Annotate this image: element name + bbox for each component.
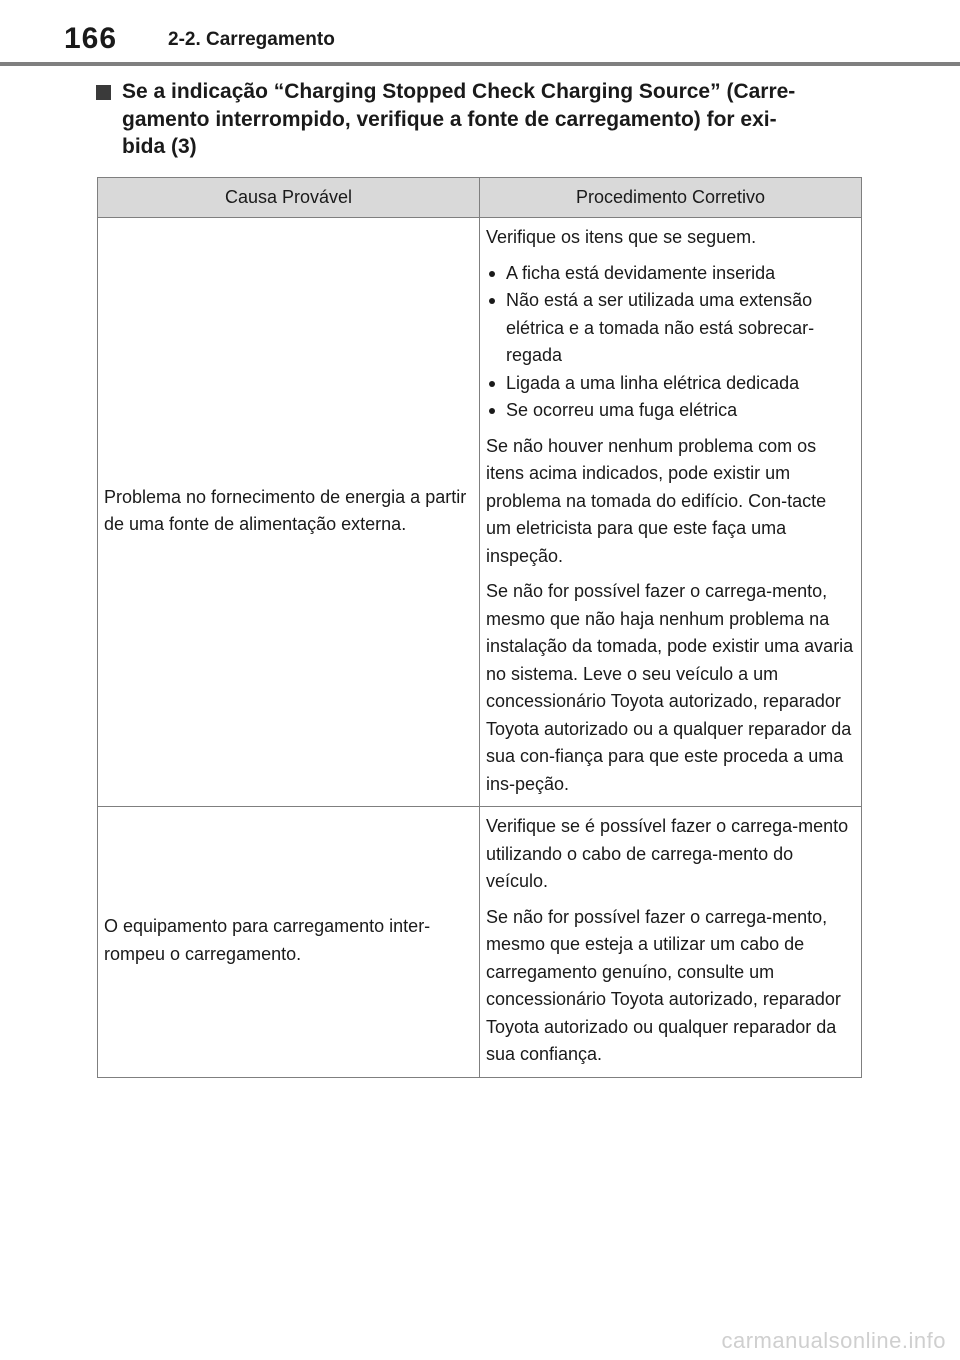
list-item-text: Se ocorreu uma fuga elétrica [505, 400, 738, 420]
list-item-text: Não está a ser utilizada uma extensão elétrica e a tomada não está sobrecar-regada [505, 290, 815, 365]
procedure-paragraph: Verifique se é possível fazer o carrega-mento utilizando o cabo de carrega-mento do veículo. [485, 816, 849, 891]
square-bullet-icon [96, 85, 111, 100]
chapter-title: 2-2. Carregamento [168, 29, 335, 50]
cause-cell: Problema no fornecimento de energia a partir de uma fonte de alimentação externa. [98, 218, 480, 807]
table-row [98, 218, 862, 807]
page-number: 166 [64, 22, 118, 55]
bullet-dot-icon [489, 298, 495, 304]
cause-cell: O equipamento para carregamento inter-rompeu o carregamento. [98, 807, 480, 1078]
section-heading-line-2: gamento interrompido, verifique a fonte de carregamento) for exi- [122, 107, 777, 131]
page-header [0, 0, 960, 62]
table-row [98, 807, 862, 1078]
section-heading-line-1: Se a indicação “Charging Stopped Check Charging Source” (Carre- [122, 80, 796, 103]
column-header-procedure: Procedimento Corretivo [479, 178, 861, 218]
check-list [486, 260, 855, 425]
list-item-text: A ficha está devidamente inserida [505, 262, 776, 283]
site-watermark: carmanualsonline.info [721, 1328, 946, 1353]
procedure-cell [479, 218, 861, 807]
list-item [486, 260, 855, 288]
list-item-text: Ligada a uma linha elétrica dedicada [505, 372, 800, 393]
list-item [486, 397, 855, 425]
procedure-paragraph: Se não houver nenhum problema com os itens acima indicados, pode existir um problema na tomada do edifício. Con-tacte um eletricista para que este faça uma inspeção. [485, 435, 827, 566]
procedure-paragraph: Se não for possível fazer o carrega-mento, mesmo que não haja nenhum problema na instalação da tomada, pode existir uma avaria no sistema. Leve o seu veículo a um concessionário Toyota autorizado, reparador Toyota autorizado ou a qualquer reparador da sua con-fiança para que este proceda a uma ins-peção. [485, 581, 854, 794]
column-header-cause: Causa Provável [98, 178, 480, 218]
section-heading [122, 78, 862, 161]
header-divider [0, 62, 960, 66]
procedure-paragraph: Se não for possível fazer o carrega-mento, mesmo que esteja a utilizar um cabo de carregamento genuíno, consulte um concessionário Toyota autorizado, reparador Toyota autorizado ou qualquer reparador da sua confiança. [485, 906, 841, 1064]
list-item [486, 370, 855, 398]
bullet-dot-icon [489, 271, 495, 277]
list-item [486, 287, 855, 370]
bullet-dot-icon [489, 408, 495, 414]
table-header-row [98, 178, 862, 218]
section-heading-line-3: bida (3) [122, 135, 197, 158]
troubleshooting-table [97, 177, 862, 1078]
bullet-dot-icon [489, 381, 495, 387]
procedure-intro: Verifique os itens que se seguem. [485, 227, 757, 247]
procedure-cell [479, 807, 861, 1078]
